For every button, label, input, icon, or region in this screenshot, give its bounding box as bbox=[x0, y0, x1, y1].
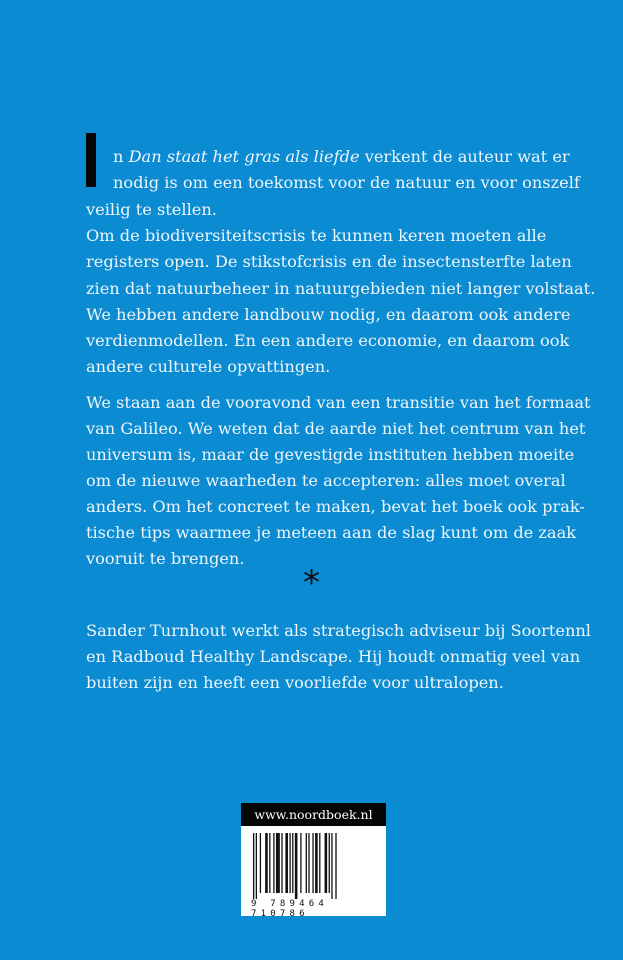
intro-line: zien dat natuurbeheer in natuurgebieden niet langer volstaat. bbox=[86, 279, 596, 298]
paragraph-line: tische tips waarmee je meteen aan de slag kunt om de zaak bbox=[86, 523, 577, 542]
barcode-bar bbox=[256, 833, 257, 899]
intro-line: Om de biodiversiteitscrisis te kunnen keren moeten alle bbox=[86, 226, 547, 245]
barcode-bar bbox=[308, 833, 309, 893]
asterisk-separator: * bbox=[303, 563, 320, 603]
barcode-bar bbox=[300, 833, 301, 893]
intro-line-1: n Dan staat het gras als liefde verkent de auteur wat er bbox=[113, 147, 570, 166]
bio-line: Sander Turnhout werkt als strategisch adviseur bij Soortennl bbox=[86, 621, 591, 640]
barcode-bar bbox=[285, 833, 288, 893]
intro-line: nodig is om een toekomst voor de natuur en voor onszelf bbox=[113, 173, 580, 192]
intro-line: andere culturele opvattingen. bbox=[86, 357, 331, 376]
barcode-bar bbox=[265, 833, 268, 893]
intro-line: registers open. De stikstofcrisis en de insectensterfte laten bbox=[86, 252, 572, 271]
paragraph-line: We staan aan de vooravond van een transitie van het formaat bbox=[86, 393, 591, 412]
publisher-website: www.noordboek.nl bbox=[241, 803, 386, 826]
bio-line: buiten zijn en heeft een voorliefde voor ultralopen. bbox=[86, 673, 504, 692]
intro-line: veilig te stellen. bbox=[86, 200, 217, 219]
paragraph-line: om de nieuwe waarheden te accepteren: alles moet overal bbox=[86, 471, 566, 490]
intro-line: verdienmodellen. En een andere economie, en daarom ook bbox=[86, 331, 570, 350]
book-title: Dan staat het gras als liefde bbox=[128, 147, 360, 166]
drop-cap-i bbox=[86, 133, 96, 187]
isbn-digits: 9 789464 710786 bbox=[251, 899, 328, 919]
barcode-bar bbox=[325, 833, 328, 893]
barcode-bar bbox=[319, 833, 320, 893]
barcode-bar bbox=[269, 833, 270, 893]
paragraph-line: anders. Om het concreet te maken, bevat het boek ook prak- bbox=[86, 497, 585, 516]
paragraph-line: vooruit te brengen. bbox=[86, 549, 245, 568]
barcode-bar bbox=[273, 833, 274, 893]
barcode-bar bbox=[315, 833, 318, 893]
paragraph-line: universum is, maar de gevestigde instituten hebben moeite bbox=[86, 445, 575, 464]
barcode-bar bbox=[329, 833, 330, 893]
barcode-bar bbox=[306, 833, 307, 893]
barcode-bar bbox=[312, 833, 313, 893]
barcode-bar bbox=[276, 833, 280, 893]
barcode-bar bbox=[335, 833, 336, 899]
barcode-icon bbox=[253, 833, 375, 899]
barcode-bar bbox=[281, 833, 282, 893]
paragraph-line: van Galileo. We weten dat de aarde niet het centrum van het bbox=[86, 419, 586, 438]
barcode-bar bbox=[289, 833, 290, 893]
barcode-bar bbox=[295, 833, 298, 899]
bio-line: en Radboud Healthy Landscape. Hij houdt onmatig veel van bbox=[86, 647, 581, 666]
barcode-bar bbox=[260, 833, 261, 893]
barcode-bar bbox=[292, 833, 293, 893]
barcode-bar bbox=[331, 833, 332, 899]
intro-line: We hebben andere landbouw nodig, en daarom ook andere bbox=[86, 305, 571, 324]
barcode-bar bbox=[253, 833, 254, 899]
barcode-box bbox=[241, 803, 386, 919]
